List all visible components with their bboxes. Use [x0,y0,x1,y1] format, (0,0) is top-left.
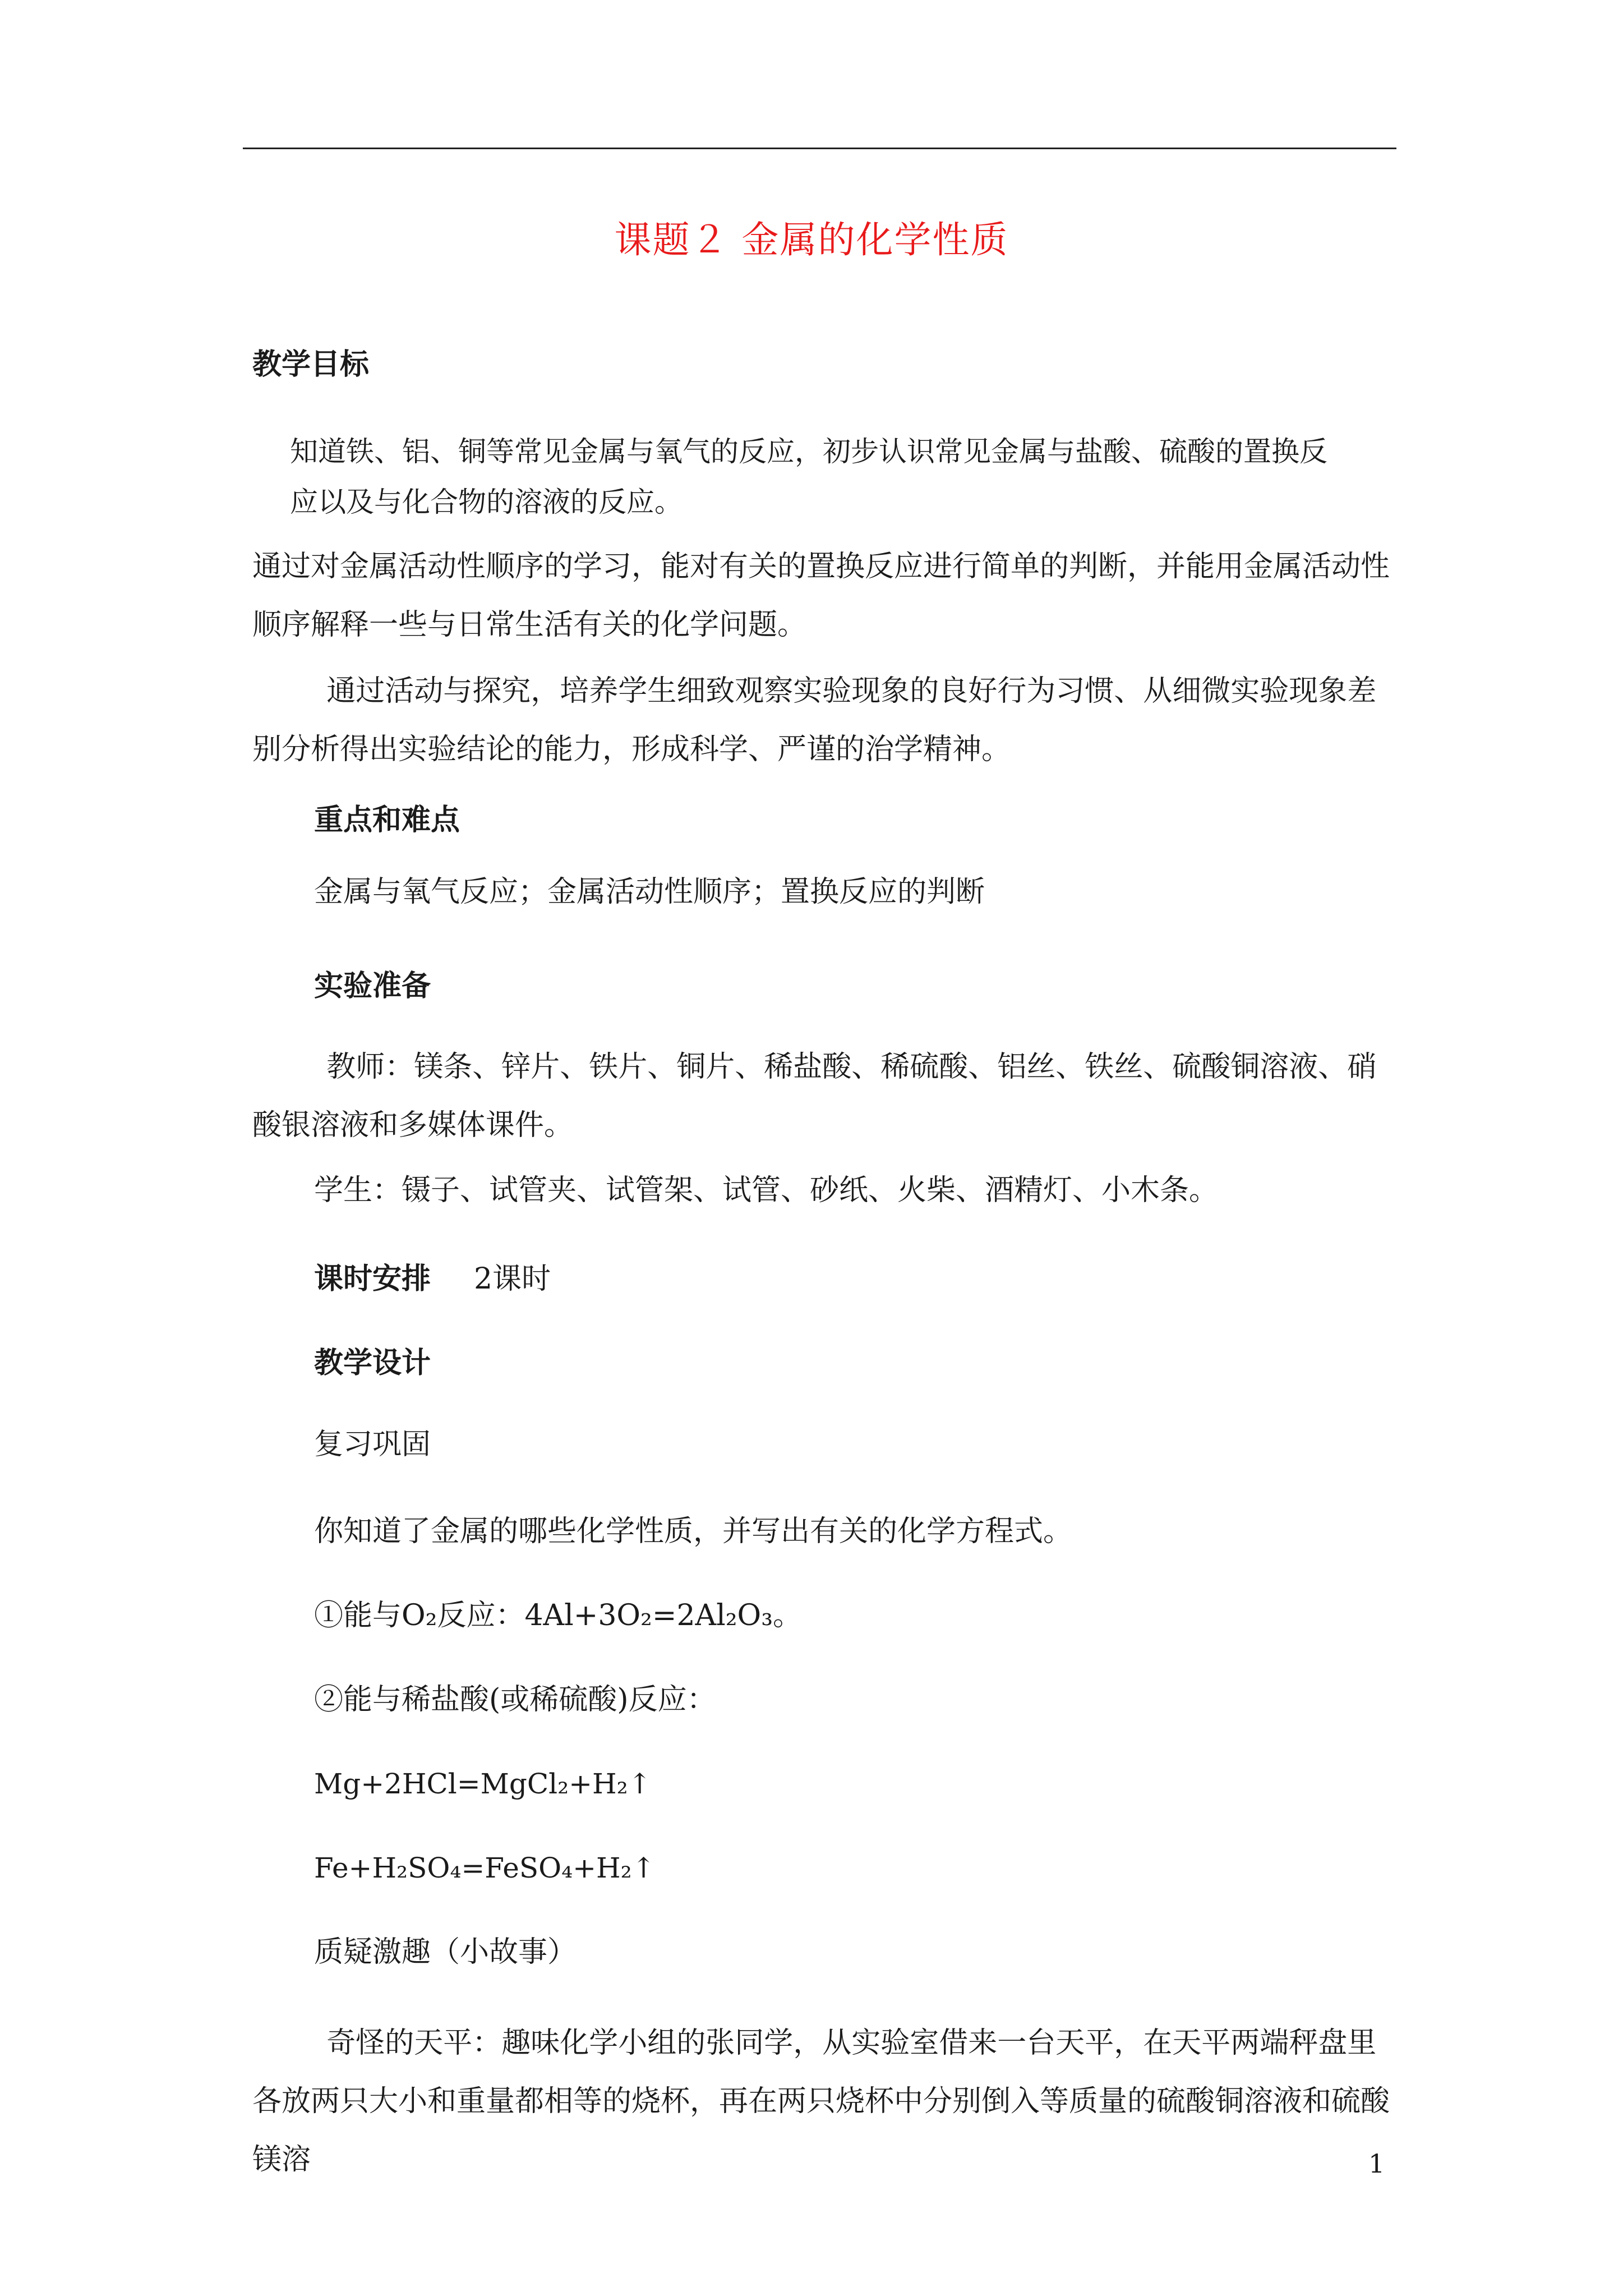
equation-acid-label: ②能与稀盐酸(或稀硫酸)反应： [314,1683,716,1717]
page-title: 课题２ 金属的化学性质 [614,218,1009,261]
review-label: 复习巩固 [314,1428,431,1461]
teacher-materials: 教师：镁条、锌片、铁片、铜片、稀盐酸、稀硫酸、铝丝、铁丝、硫酸铜溶液、硝酸银溶液和多媒体课件。 [252,1050,1377,1142]
page-number: 1 [1368,2148,1385,2179]
preparation-heading: 实验准备 [314,969,431,1003]
goal-line-1-cont: 应以及与化合物的溶液的反应。 [290,486,683,518]
equation-mg-hcl: Mg+2HCl=MgCl₂+H₂↑ [314,1768,652,1800]
goal-paragraph-2: 通过对金属活动性顺序的学习，能对有关的置换反应进行简单的判断，并能用金属活动性顺序解释一些与日常生活有关的化学问题。 [252,550,1390,642]
equation-fe-h2so4: Fe+H₂SO₄=FeSO₄+H₂↑ [314,1852,656,1884]
header-rule [243,148,1396,149]
equation-oxygen: ①能与O₂反应：4Al+3O₂=2Al₂O₃。 [314,1599,803,1632]
goals-heading: 教学目标 [252,348,370,381]
design-heading: 教学设计 [314,1346,431,1380]
schedule-heading: 课时安排 [314,1262,431,1296]
student-materials: 学生：镊子、试管夹、试管架、试管、砂纸、火柴、酒精灯、小木条。 [314,1174,1219,1207]
story-text: 奇怪的天平：趣味化学小组的张同学，从实验室借来一台天平，在天平两端秤盘里各放两只大小和重量都相等的烧杯，再在两只烧杯中分别倒入等质量的硫酸铜溶液和硫酸镁溶 [252,2026,1390,2177]
key-points-heading: 重点和难点 [314,803,460,837]
goal-paragraph-3: 通过活动与探究，培养学生细致观察实验现象的良好行为习惯、从细微实验现象差别分析得出实验结论的能力，形成科学、严谨的治学精神。 [252,674,1377,766]
key-points-text: 金属与氧气反应；金属活动性顺序；置换反应的判断 [314,875,985,909]
schedule-value: 2课时 [474,1262,551,1296]
story-heading: 质疑激趣（小故事） [314,1935,577,1969]
review-question: 你知道了金属的哪些化学性质，并写出有关的化学方程式。 [314,1515,1073,1548]
goal-line-1: 知道铁、铝、铜等常见金属与氧气的反应，初步认识常见金属与盐酸、硫酸的置换反 [290,435,1327,468]
